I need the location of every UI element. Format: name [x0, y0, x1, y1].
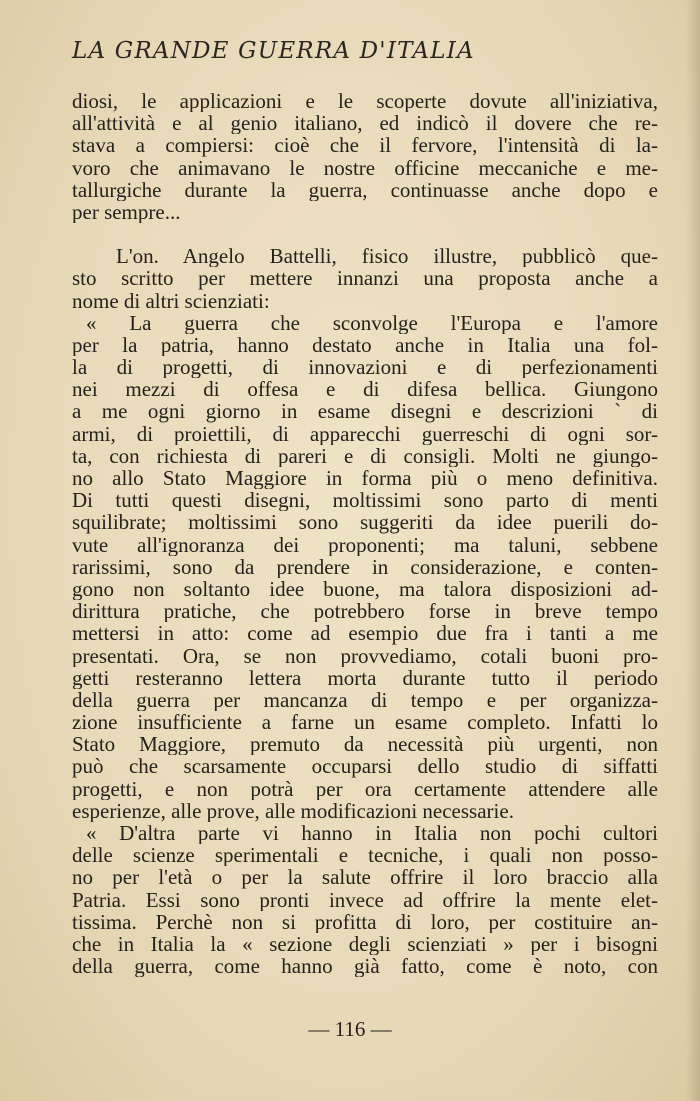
text-line: che in Italia la « sezione degli scienziati » per i bisogni	[72, 932, 658, 956]
paragraph-gap	[72, 223, 658, 245]
text-line: sto scritto per mettere innanzi una proposta anche a	[72, 267, 658, 290]
text-line: ta, con richiesta di pareri e di consigli. Molti ne giungo-	[72, 444, 658, 467]
text-line: Patria. Essi sono pronti invece ad offrire la mente elet-	[72, 888, 658, 911]
text-line: progetti, e non potrà per ora certamente attendere alle	[72, 777, 658, 800]
text-line: delle scienze sperimentali e tecniche, i quali non posso-	[72, 844, 658, 867]
text-line: no per l'età o per la salute offrire il loro braccio alla	[72, 866, 658, 889]
text-line: nome di altri scienziati:	[72, 289, 270, 312]
text-line: no allo Stato Maggiore in forma più o meno definitiva.	[72, 467, 658, 490]
text-line: all'attività e al genio italiano, ed indicò il dovere che re-	[72, 112, 658, 135]
text-line: Stato Maggiore, premuto da necessità più urgenti, non	[72, 733, 658, 756]
text-line: getti resteranno lettera morta durante tutto il periodo	[72, 666, 658, 689]
text-line: « La guerra che sconvolge l'Europa e l'amore	[86, 311, 658, 334]
text-line: della guerra, come hanno già fatto, come è noto, con	[72, 955, 658, 978]
text-line: dirittura pratiche, che potrebbero forse in breve tempo	[72, 600, 658, 623]
text-line: gono non soltanto idee buone, ma talora disposizioni ad-	[72, 577, 658, 601]
body-text	[72, 90, 658, 977]
text-line: nei mezzi di offesa e di difesa bellica. Giungono	[72, 378, 658, 401]
running-head: LA GRANDE GUERRA D'ITALIA	[72, 38, 475, 64]
quoted-paragraph	[72, 312, 658, 822]
text-line: presentati. Ora, se non provvediamo, cotali buoni pro-	[72, 644, 658, 667]
text-line: vute all'ignoranza dei proponenti; ma taluni, sebbene	[72, 533, 658, 556]
paragraph	[72, 245, 658, 312]
text-line: tissima. Perchè non si profitta di loro, per costituire an-	[72, 910, 658, 933]
page-number: — 116 —	[308, 1017, 392, 1041]
text-line: a me ogni giorno in esame disegni e descrizioni ` di	[72, 400, 658, 423]
text-line: della guerra per mancanza di tempo e per organizza-	[72, 688, 658, 712]
text-line: diosi, le applicazioni e le scoperte dovute all'iniziativa,	[72, 90, 658, 113]
text-line: armi, di proiettili, di apparecchi guerreschi di ogni sor-	[72, 422, 658, 445]
text-line: tallurgiche durante la guerra, continuasse anche dopo e	[72, 178, 658, 201]
text-line: L'on. Angelo Battelli, fisico illustre, pubblicò que-	[116, 245, 658, 268]
text-line: può che scarsamente occuparsi dello studio di siffatti	[72, 755, 658, 778]
text-line: per la patria, hanno destato anche in Italia una fol-	[72, 333, 658, 357]
text-line: zione insufficiente a farne un esame completo. Infatti lo	[72, 711, 658, 734]
text-line: voro che animavano le nostre officine meccaniche e me-	[72, 156, 658, 179]
quoted-paragraph	[72, 822, 658, 977]
text-line: la di progetti, di innovazioni e di perfezionamenti	[72, 356, 658, 379]
text-line: mettersi in atto: come ad esempio due fra i tanti a me	[72, 622, 658, 645]
text-line: squilibrate; moltissimi sono suggeriti da idee puerili do-	[72, 511, 658, 534]
paragraph	[72, 90, 658, 223]
text-line: per sempre...	[72, 200, 181, 224]
text-line: « D'altra parte vi hanno in Italia non pochi cultori	[86, 822, 658, 845]
text-line: stava a compiersi: cioè che il fervore, l'intensità di la-	[72, 134, 658, 157]
text-line: esperienze, alle prove, alle modificazioni necessarie.	[72, 799, 514, 822]
text-line: Di tutti questi disegni, moltissimi sono parto di menti	[72, 489, 658, 512]
text-line: rarissimi, sono da prendere in considerazione, e conten-	[72, 555, 658, 578]
